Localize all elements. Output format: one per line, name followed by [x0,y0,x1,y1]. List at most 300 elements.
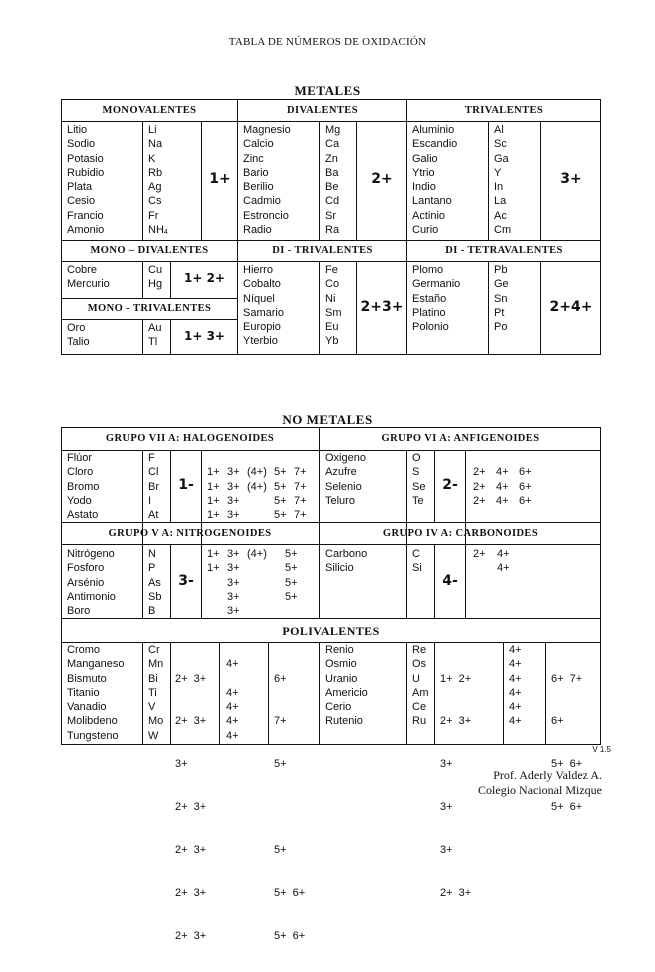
element-name: Americio [325,686,368,699]
state: 7+ [274,715,287,728]
di-tetravalentes-header: DI - TETRAVALENTES [445,245,563,256]
element-name: Tungsteno [67,729,119,742]
element-symbol: Cm [494,224,512,237]
state: 3+ [175,758,188,771]
divalentes-names [243,123,291,237]
state: 4+ [226,715,239,728]
element-symbol: Be [325,181,339,194]
element-name: Flúor [67,452,93,464]
element-symbol: In [494,181,504,194]
state: 2+ [473,548,486,560]
element-symbol: Y [494,166,502,179]
state: 4+ [496,494,509,507]
element-name: Molibdeno [67,715,118,728]
element-symbol: Zn [325,152,338,165]
element-name: Magnesio [243,124,291,136]
element-name: Berilio [243,181,274,194]
state: 2+ 3+ [175,929,207,942]
state: 6+ [519,494,532,507]
metales-col-line [142,319,143,355]
di-tetravalentes-oxidation: 2+4+ [549,299,593,315]
element-symbol: O [412,452,421,464]
state: 2+ 3+ [175,715,207,728]
element-name: Mercurio [67,278,110,291]
state: 1+ [207,480,220,493]
state: 6+ [519,480,532,493]
element-symbol-ammonium [148,223,168,237]
mono-trivalentes-names [67,321,90,350]
di-tetravalentes-names [412,263,460,334]
element-symbol: S [412,466,420,479]
state: 2+ [473,466,486,479]
element-name: Azufre [325,466,357,479]
element-symbol: Yb [325,335,339,348]
state: 1+ [207,548,220,560]
element-name: Yterbio [243,335,278,348]
element-symbol: Cl [148,466,159,479]
polivalentes-right-states-a [440,643,471,929]
element-symbol: K [148,152,156,165]
state: 2+ 3+ [175,844,207,857]
element-name: Bismuto [67,672,107,685]
metales-col-line [142,261,143,298]
element-symbol: Rb [148,166,163,179]
state: 5+ [274,509,287,522]
polivalentes-col-line [170,642,171,745]
element-name: Silicio [325,562,354,575]
state: 3+ [440,844,453,857]
author-name: Prof. Aderly Valdez A. [493,768,602,782]
element-name: Boro [67,605,91,618]
state: 5+ [285,562,298,575]
element-name: Astato [67,509,99,522]
element-symbol: Ra [325,224,340,237]
anfigenoides-symbols [412,451,425,508]
element-name: Teluro [325,494,355,507]
element-name: Calcio [243,138,274,151]
element-name: Zinc [243,152,264,165]
symbol-text: NH [148,224,164,237]
di-tetravalentes-symbols [494,263,509,334]
metales-col-line [488,261,489,355]
document-title: TABLA DE NÚMEROS DE OXIDACIÓN [228,36,427,48]
nitrogenoides-header: GRUPO V A: NITROGENOIDES [108,528,272,539]
element-name: Cerio [325,701,352,714]
element-name: Cromo [67,644,101,656]
divalentes-symbols [325,123,340,237]
trivalentes-names [412,123,457,237]
polivalentes-col-line [503,642,504,745]
element-symbol: At [148,509,159,522]
element-symbol: B [148,605,156,618]
element-name: Plata [67,181,93,194]
element-name: Hierro [243,264,273,276]
element-symbol: Fe [325,264,338,276]
state: 1+ 2+ [440,672,472,685]
element-name: Actinio [412,209,446,222]
metales-divider [61,319,238,320]
element-symbol: Pt [494,306,505,319]
element-symbol: Co [325,278,340,291]
element-symbol: Sn [494,292,508,305]
di-trivalentes-names [243,263,284,349]
state: 4+ [509,672,522,685]
trivalentes-symbols [494,123,511,237]
element-symbol: Fr [148,209,159,222]
element-symbol: Cu [148,264,163,276]
state: 7+ [294,494,307,507]
metales-divider [61,240,601,241]
element-symbol: Mo [148,715,164,728]
polivalentes-col-line [406,642,407,745]
element-symbol: Mg [325,124,341,136]
state: 3+ [227,494,240,507]
element-symbol: Al [494,124,504,136]
state: 3+ [227,562,240,575]
polivalentes-right-symbols [412,643,429,729]
element-name: Samario [243,306,284,319]
divalentes-header: DIVALENTES [287,105,358,116]
halogenoides-header: GRUPO VII A: HALOGENOIDES [105,433,275,444]
element-name: Cobalto [243,278,281,291]
element-name: Cadmio [243,195,281,208]
halogenoides-oxidation: 1- [178,477,194,493]
state: 4+ [509,686,522,699]
element-symbol: Ga [494,152,509,165]
element-name: Lantano [412,195,452,208]
element-name: Arsénio [67,576,105,589]
mono-trivalentes-header: MONO - TRIVALENTES [87,303,212,314]
element-name: Sodio [67,138,96,151]
element-symbol: Au [148,322,162,334]
state: 3+ [227,509,240,522]
state: (4+) [247,466,267,479]
element-symbol: Sc [494,138,507,151]
element-name: Cobre [67,264,97,276]
element-name: Oxigeno [325,452,366,464]
polivalentes-right-names [325,643,368,729]
mono-divalentes-names [67,263,110,292]
halogenoides-symbols [148,451,159,522]
element-symbol: Mn [148,658,164,671]
state: 5+ [274,466,287,479]
element-name: Potasio [67,152,104,165]
state: 4+ [509,715,522,728]
state: 4+ [226,729,239,742]
element-symbol: Ac [494,209,507,222]
element-symbol: C [412,548,420,560]
state: 6+ [274,672,287,685]
element-name: Titanio [67,686,100,699]
polivalentes-left-names [67,643,125,743]
element-name: Platino [412,306,446,319]
element-symbol: N [148,548,156,560]
element-symbol: Sr [325,209,336,222]
element-name: Amonio [67,224,105,237]
state: 5+ 6+ [274,887,306,900]
metales-col-line [488,121,489,240]
element-name: Bromo [67,480,100,493]
element-symbol: W [148,729,159,742]
state: 3+ [227,576,240,589]
state: 5+ [274,480,287,493]
element-name: Curio [412,224,439,237]
carbonoides-header: GRUPO IV A: CARBONOIDES [382,528,539,539]
state: 6+ 7+ [551,672,583,685]
mono-trivalentes-oxidation: 1+ 3+ [184,329,225,343]
monovalentes-header: MONOVALENTES [102,105,197,116]
state: 4+ [509,701,522,714]
mono-divalentes-symbols [148,263,162,292]
element-name: Francio [67,209,104,222]
element-name: Estroncio [243,209,289,222]
element-name: Plomo [412,264,444,276]
element-symbol: Na [148,138,163,151]
metales-col-line [319,121,320,240]
element-symbol: Br [148,480,159,493]
element-name: Osmio [325,658,357,671]
state: 1+ [207,509,220,522]
state: 3+ [227,480,240,493]
metales-divider [61,298,238,299]
element-name: Radio [243,224,272,237]
polivalentes-col-line [434,642,435,745]
state: 4+ [496,480,509,493]
metales-title: METALES [294,83,361,98]
state: 5+ [274,844,287,857]
state: 5+ 6+ [551,801,583,814]
anfigenoides-header: GRUPO VI A: ANFIGENOIDES [381,433,540,444]
state: 2+ 3+ [175,801,207,814]
anfigenoides-names [325,451,366,508]
element-symbol: Tl [148,336,158,349]
element-name: Talio [67,336,90,349]
element-name: Indio [412,181,436,194]
element-name: Vanadio [67,701,107,714]
element-symbol: Ni [325,292,336,305]
state: 5+ [274,758,287,771]
state: 3+ [227,605,240,618]
di-trivalentes-oxidation: 2+3+ [360,299,404,315]
di-trivalentes-header: DI - TRIVALENTES [272,245,373,256]
polivalentes-col-line [545,642,546,745]
mono-divalentes-header: MONO – DIVALENTES [90,245,209,256]
element-symbol: Pb [494,264,508,276]
anfigenoides-oxidation: 2- [442,477,458,493]
element-name: Antimonio [67,590,116,603]
monovalentes-names [67,123,104,237]
element-symbol: Ca [325,138,340,151]
halogenoides-names [67,451,99,522]
metales-col-line [142,121,143,240]
school-name: Colegio Nacional Mizque [478,783,602,797]
polivalentes-left-states-b [226,643,239,743]
state: 4+ [226,701,239,714]
element-name: Oro [67,322,86,334]
version-label: V 1.5 [592,745,611,754]
state: 5+ [285,590,298,603]
no-metales-title: NO METALES [282,412,373,427]
di-trivalentes-symbols [325,263,342,349]
symbol-subscript: 4 [163,229,168,237]
state: 4+ [497,548,510,560]
element-name: Estaño [412,292,447,305]
mono-divalentes-oxidation: 1+ 2+ [184,271,225,285]
metales-divider [406,99,407,355]
element-name: Rutenio [325,715,363,728]
element-symbol: Te [412,494,424,507]
state: 1+ [207,494,220,507]
state: 5+ 6+ [551,758,583,771]
element-symbol: U [412,672,420,685]
polivalentes-header: POLIVALENTES [282,624,380,638]
monovalentes-oxidation: 1+ [209,171,231,187]
state: 3+ [440,801,453,814]
element-symbol: Am [412,686,429,699]
element-name: Nitrógeno [67,548,115,560]
state: 5+ [285,576,298,589]
state: 7+ [294,466,307,479]
state: 5+ [274,494,287,507]
state: 4+ [226,658,239,671]
element-name: Yodo [67,494,92,507]
no-metales-divider [61,618,601,619]
divalentes-oxidation: 2+ [371,171,393,187]
state: 4+ [497,562,510,575]
element-symbol: Sm [325,306,342,319]
carbonoides-symbols [412,547,422,576]
state: 2+ 3+ [175,672,207,685]
element-name: Polonio [412,321,449,334]
state: 1+ [207,466,220,479]
no-metales-divider [319,427,320,618]
trivalentes-oxidation: 3+ [560,171,582,187]
element-symbol: Eu [325,321,339,334]
state [551,843,582,857]
state: 4+ [226,686,239,699]
polivalentes-left-states-c [274,643,305,972]
state: 5+ [285,548,298,560]
element-symbol: Ru [412,715,427,728]
element-symbol: La [494,195,507,208]
state: (4+) [247,548,267,560]
element-symbol: Ba [325,166,339,179]
nitrogenoides-oxidation: 3- [178,573,194,589]
polivalentes-col-line [142,642,143,745]
state: 4+ [496,466,509,479]
element-name: Bario [243,166,269,179]
element-name: Carbono [325,548,368,560]
polivalentes-col-line [219,642,220,745]
state [274,800,305,814]
element-name: Uranio [325,672,358,685]
nitrogenoides-symbols [148,547,161,618]
element-name: Fosforo [67,562,105,575]
element-symbol: V [148,701,156,714]
element-symbol: Li [148,124,157,136]
element-symbol: Ti [148,686,157,699]
element-symbol: Se [412,480,426,493]
mono-trivalentes-symbols [148,321,161,350]
carbonoides-names [325,547,367,576]
element-name: Ytrio [412,166,435,179]
polivalentes-col-line [268,642,269,745]
state [226,643,239,657]
element-symbol: Ce [412,701,427,714]
nitrogenoides-names [67,547,116,618]
state: 6+ [551,715,564,728]
element-symbol: I [148,494,152,507]
state: (4+) [247,480,267,493]
element-symbol: Cs [148,195,162,208]
carbonoides-oxidation: 4- [442,573,458,589]
state: 2+ [473,480,486,493]
element-symbol: Si [412,562,422,575]
state: 2+ [473,494,486,507]
element-symbol: Hg [148,278,163,291]
element-symbol: Po [494,321,508,334]
polivalentes-left-symbols [148,643,163,743]
state: 2+ 3+ [175,887,207,900]
no-metales-divider [319,642,320,745]
element-symbol: Sb [148,590,162,603]
state [226,672,239,686]
element-symbol: P [148,562,156,575]
element-name: Cloro [67,466,94,479]
state: 7+ [294,480,307,493]
element-name: Selenio [325,480,362,493]
element-name: Germanio [412,278,461,291]
element-name: Europio [243,321,281,334]
element-name: Manganeso [67,658,125,671]
state: 4+ [509,644,522,656]
trivalentes-header: TRIVALENTES [464,105,544,116]
element-name: Renio [325,644,354,656]
element-name: Litio [67,124,88,136]
state: 5+ 6+ [274,929,306,942]
state: 3+ [227,466,240,479]
state: 6+ [519,466,532,479]
element-symbol: Bi [148,672,158,685]
state: 1+ [207,562,220,575]
state: 7+ [294,509,307,522]
element-symbol: Os [412,658,427,671]
state: 3+ [440,758,453,771]
state: 2+ 3+ [440,887,472,900]
element-symbol: Ge [494,278,509,291]
state [551,886,582,900]
element-name: Níquel [243,292,275,305]
element-symbol: Re [412,644,427,656]
element-name: Galio [412,152,438,165]
polivalentes-left-states-a [175,643,206,972]
state: 2+ 3+ [440,715,472,728]
state: 3+ [227,548,240,560]
monovalentes-symbols [148,123,168,237]
element-symbol: F [148,452,155,464]
element-name: Escandio [412,138,458,151]
element-symbol: Cd [325,195,340,208]
element-name: Cesio [67,195,96,208]
state: 4+ [509,658,522,671]
element-name: Aluminio [412,124,455,136]
element-symbol: As [148,576,161,589]
metales-col-line [319,261,320,355]
element-name: Rubidio [67,166,105,179]
element-symbol: Cr [148,644,160,656]
polivalentes-right-states-b [509,643,522,729]
element-symbol: Ag [148,181,162,194]
